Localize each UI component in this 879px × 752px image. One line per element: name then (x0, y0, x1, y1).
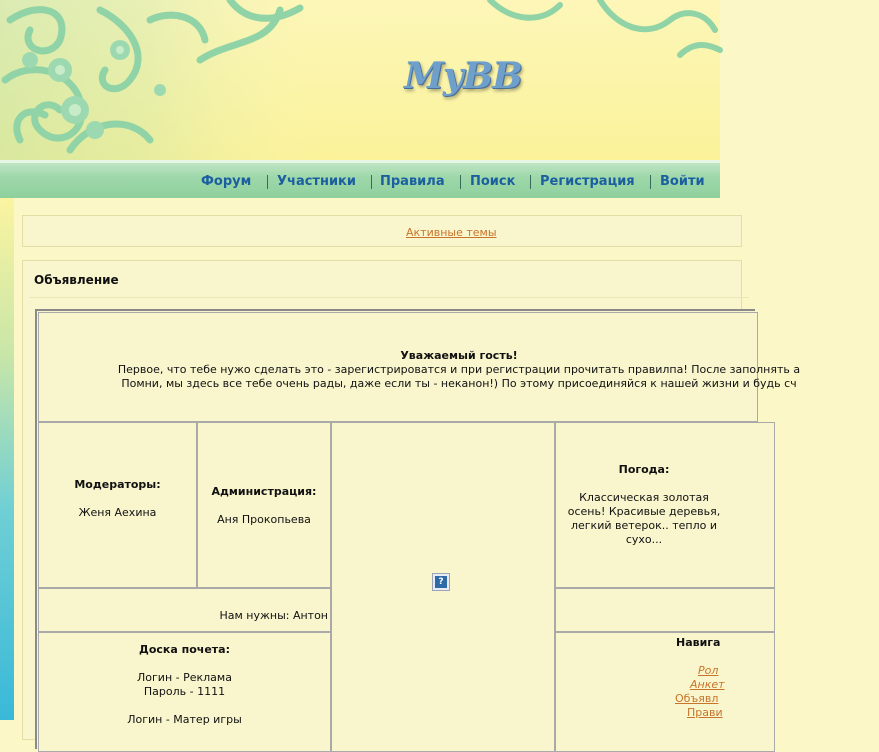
nav-rules[interactable]: Правила (380, 174, 445, 189)
nav-register[interactable]: Регистрация (540, 174, 635, 189)
honor-board-title: Доска почета: (139, 643, 230, 656)
announcement-panel (22, 260, 801, 740)
greeting-text-line: Первое, что тебе нужо сделать это - зарегистрироватся и при регистрации прочитать правилпа! После заполнять а (117, 363, 801, 376)
nav-forum[interactable]: Форум (201, 174, 252, 189)
weather-cell (555, 422, 775, 588)
nav-link-rules[interactable]: Прави (687, 706, 723, 719)
announcement-table (35, 309, 801, 749)
honor-board-cell (38, 632, 331, 752)
navigation-cell (555, 632, 775, 752)
main-navigation (0, 160, 720, 198)
weather-text-line: Классическая золотая (579, 491, 709, 504)
nav-link-forms[interactable]: Анкет (690, 678, 725, 691)
moderator-name: Женя Аехина (78, 506, 157, 519)
side-gradient-strip (0, 198, 14, 720)
nav-link-announcements[interactable]: Объявл (675, 692, 719, 705)
weather-title: Погода: (618, 463, 670, 476)
announcement-title: Объявление (34, 273, 119, 287)
floral-ornament-left (0, 0, 330, 160)
image-cell (331, 422, 555, 752)
administration-title: Администрация: (211, 485, 317, 498)
honor-board-line: Логин - Реклама (137, 671, 232, 684)
moderators-cell (38, 422, 197, 588)
broken-image-icon (432, 573, 450, 591)
empty-cell (555, 588, 775, 632)
nav-link-roles[interactable]: Рол (698, 664, 719, 677)
navigation-title: Навига (676, 636, 721, 649)
nav-search[interactable]: Поиск (470, 174, 516, 189)
site-logo[interactable]: MyBB (404, 55, 522, 97)
divider (29, 297, 749, 298)
nav-separator (530, 175, 531, 189)
nav-separator (650, 175, 651, 189)
question-mark-icon: ? (435, 576, 447, 588)
needed-text: Нам нужны: Антон (219, 609, 328, 622)
nav-separator (460, 175, 461, 189)
floral-ornament-right (480, 0, 720, 60)
administration-cell (197, 422, 331, 588)
administrator-name: Аня Прокопьева (217, 513, 311, 526)
weather-text-line: осень! Красивые деревья, (567, 505, 721, 518)
weather-text-line: сухо... (625, 533, 663, 546)
active-topics-bar (22, 215, 742, 247)
honor-board-line: Пароль - 1111 (143, 685, 226, 698)
active-topics-link[interactable]: Активные темы (406, 226, 497, 239)
moderators-title: Модераторы: (74, 478, 161, 491)
nav-login[interactable]: Войти (660, 174, 705, 189)
greeting-cell (38, 312, 801, 422)
greeting-text-line: Помни, мы здесь все тебе очень рады, даже если ты - неканон!) По этому присоединяйся к нашей жизни и будь сч (121, 377, 797, 390)
header-banner (0, 0, 720, 160)
honor-board-line: Логин - Матер игры (127, 713, 242, 726)
weather-text-line: легкий ветерок.. тепло и (570, 519, 718, 532)
needed-cell (38, 588, 331, 632)
nav-separator (267, 175, 268, 189)
nav-members[interactable]: Участники (277, 174, 356, 189)
greeting-title: Уважаемый гость! (400, 349, 518, 362)
nav-separator (371, 175, 372, 189)
